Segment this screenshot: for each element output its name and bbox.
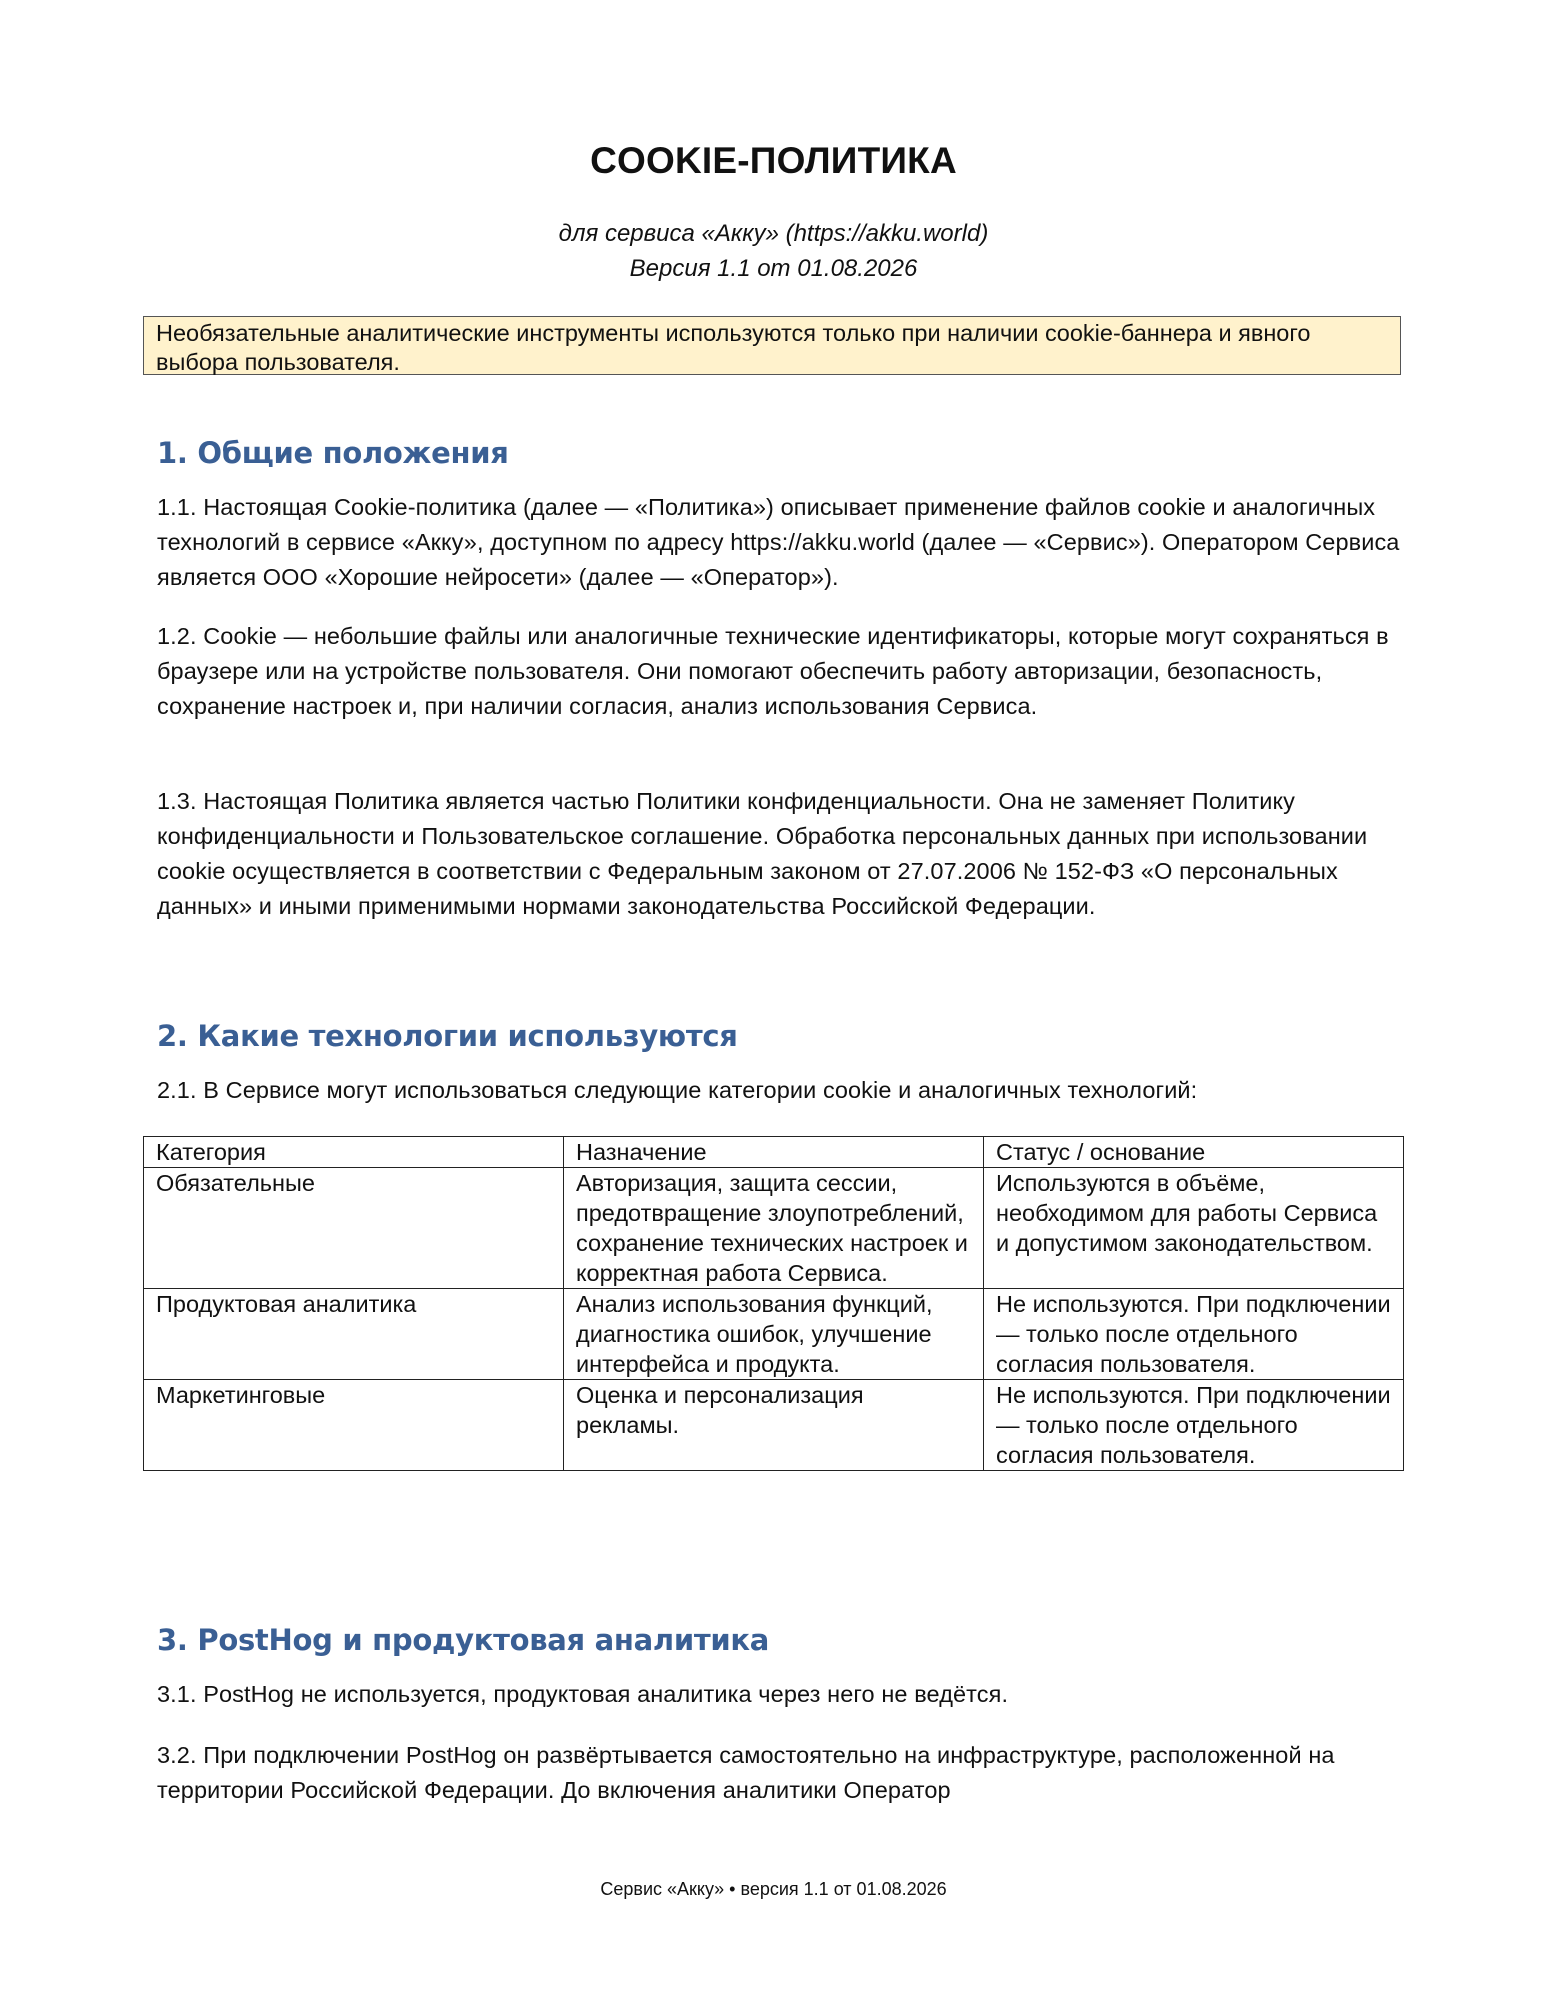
table-cell: Оценка и персонализация рекламы. xyxy=(564,1380,984,1471)
document-version: Версия 1.1 от 01.08.2026 xyxy=(629,255,918,282)
paragraph-2-1: 2.1. В Сервисе могут использоваться следующие категории cookie и аналогичных технологий: xyxy=(157,1077,1198,1103)
paragraph-3-2: 3.2. При подключении PostHog он развёртывается самостоятельно на инфраструктуре, расположенной на территории Российской Федерации. До включения аналитики Оператор xyxy=(157,1742,1335,1803)
document-title: COOKIE-ПОЛИТИКА xyxy=(590,140,957,181)
table-header-cell: Назначение xyxy=(564,1137,984,1168)
paragraph-1-2: 1.2. Cookie — небольшие файлы или аналогичные технические идентификаторы, которые могут сохраняться в браузере или на устройстве пользователя. Они помогают обеспечить работу авторизации, безопасность, сохранение настроек и, при наличии согласия, анализ использования Сервиса. xyxy=(157,623,1389,719)
table-header-cell: Категория xyxy=(144,1137,564,1168)
table-cell: Авторизация, защита сессии, предотвращение злоупотреблений, сохранение технических настроек и корректная работа Сервиса. xyxy=(564,1168,984,1289)
section-3-heading: 3. PostHog и продуктовая аналитика xyxy=(157,1623,770,1657)
table-cell: Обязательные xyxy=(144,1168,564,1289)
paragraph-1-3: 1.3. Настоящая Политика является частью Политики конфиденциальности. Она не заменяет Политику конфиденциальности и Пользовательское соглашение. Обработка персональных данных при использовании cookie осуществляется в соответствии с Федеральным законом от 27.07.2006 № 152-ФЗ «О персональных данных» и иными применимыми нормами законодательства Российской Федерации. xyxy=(157,788,1368,919)
table-row xyxy=(144,1380,1404,1471)
paragraph-1-1: 1.1. Настоящая Cookie-политика (далее — «Политика») описывает применение файлов cookie и аналогичных технологий в сервисе «Акку», доступном по адресу https://akku.world (далее — «Сервис»). Оператором Сервиса является ООО «Хорошие нейросети» (далее — «Оператор»). xyxy=(157,494,1400,590)
table-cell: Маркетинговые xyxy=(144,1380,564,1471)
table-cell: Продуктовая аналитика xyxy=(144,1289,564,1380)
table-cell: Не используются. При подключении — только после отдельного согласия пользователя. xyxy=(984,1380,1404,1471)
table-header-cell: Статус / основание xyxy=(984,1137,1404,1168)
section-1-heading: 1. Общие положения xyxy=(157,436,509,470)
document-subtitle-service: для сервиса «Акку» (https://akku.world) xyxy=(558,220,989,247)
page-footer: Сервис «Акку» • версия 1.1 от 01.08.2026 xyxy=(600,1879,947,1899)
cookie-categories-table xyxy=(143,1136,1404,1471)
table-cell: Анализ использования функций, диагностика ошибок, улучшение интерфейса и продукта. xyxy=(564,1289,984,1380)
paragraph-3-1: 3.1. PostHog не используется, продуктовая аналитика через него не ведётся. xyxy=(157,1681,1009,1707)
section-2-heading: 2. Какие технологии используются xyxy=(157,1019,738,1053)
table-row xyxy=(144,1168,1404,1289)
table-header-row xyxy=(144,1137,1404,1168)
notice-box: Необязательные аналитические инструменты используются только при наличии cookie-баннера и явного выбора пользователя. xyxy=(143,316,1401,375)
table-cell: Используются в объёме, необходимом для работы Сервиса и допустимом законодательством. xyxy=(984,1168,1404,1289)
table-cell: Не используются. При подключении — только после отдельного согласия пользователя. xyxy=(984,1289,1404,1380)
table-row xyxy=(144,1289,1404,1380)
